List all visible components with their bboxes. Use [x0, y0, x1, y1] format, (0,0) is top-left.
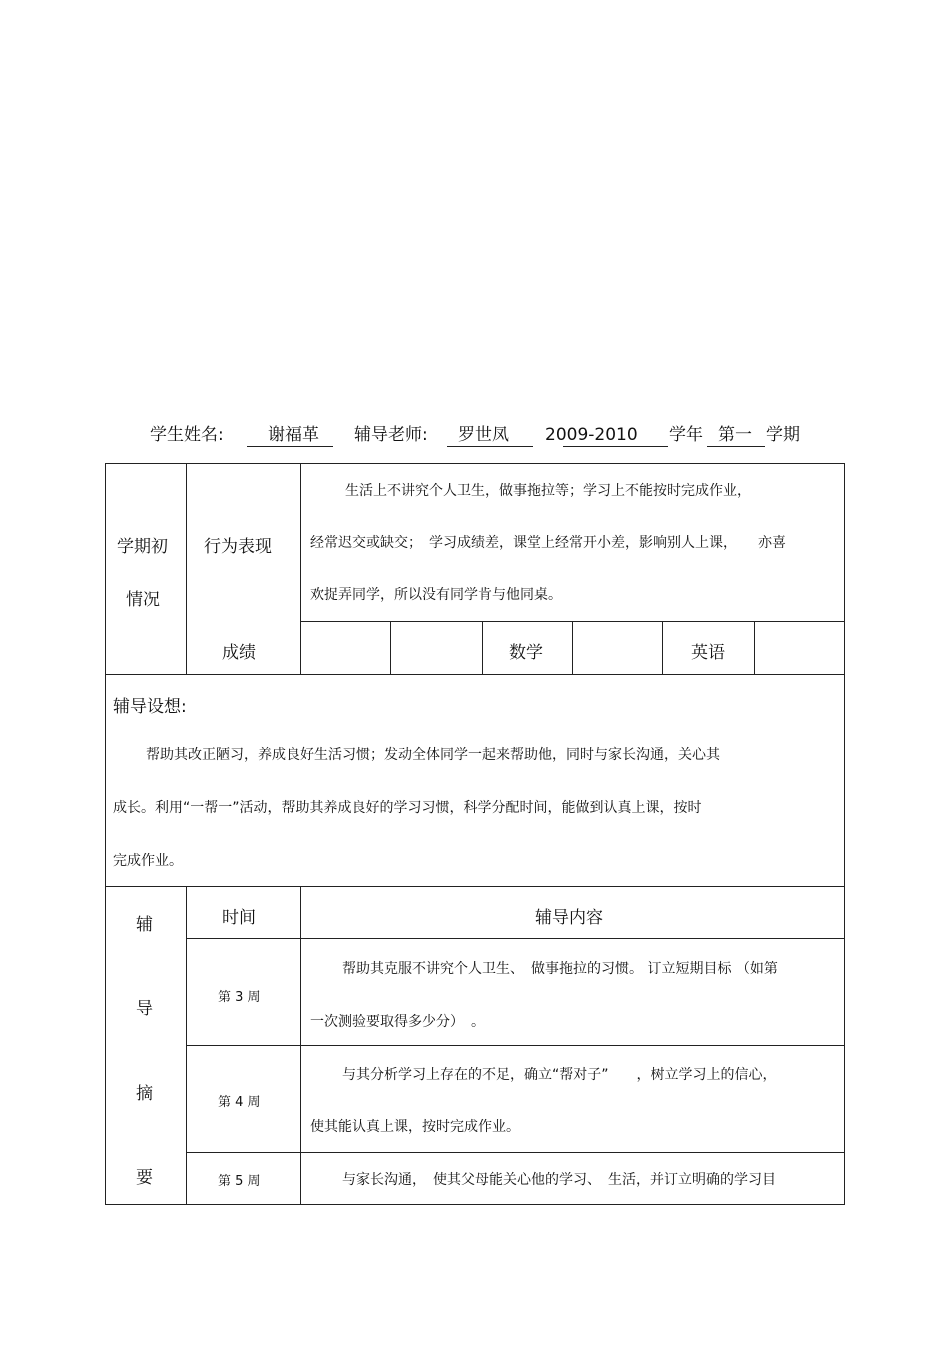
content-line: 使其能认真上课，按时完成作业。	[310, 1119, 520, 1135]
initial-label-line1: 学期初	[117, 537, 168, 557]
content-line: 帮助其克服不讲究个人卫生、 做事拖拉的习惯。 订立短期目标 （如第	[342, 961, 778, 977]
term-suffix: 学期	[766, 425, 800, 445]
table-border-top	[105, 463, 845, 464]
table-line	[662, 621, 663, 674]
table-line	[105, 674, 845, 675]
scores-label: 成绩	[222, 643, 256, 663]
behavior-line: 生活上不讲究个人卫生，做事拖拉等；学习上不能按时完成作业，	[345, 483, 751, 499]
student-name-label: 学生姓名:	[150, 425, 224, 445]
school-year-underline	[563, 446, 668, 447]
behavior-line: 欢捉弄同学，所以没有同学肯与他同桌。	[310, 587, 562, 603]
table-border-right	[844, 463, 845, 1204]
table-line	[300, 463, 301, 674]
table-line	[482, 621, 483, 674]
student-name-underline	[247, 446, 333, 447]
student-name-value: 谢福革	[268, 425, 319, 445]
teacher-name-label: 辅导老师:	[354, 425, 428, 445]
behavior-label: 行为表现	[204, 537, 272, 557]
table-line	[300, 886, 301, 1204]
plan-line: 完成作业。	[113, 853, 183, 869]
table-line	[186, 1152, 845, 1153]
table-line	[572, 621, 573, 674]
term-underline	[707, 446, 765, 447]
table-line	[186, 1045, 845, 1046]
week-label: 第 5 周	[218, 1174, 261, 1189]
summary-label-char: 导	[136, 999, 153, 1019]
table-line	[186, 463, 187, 674]
week-label: 第 4 周	[218, 1095, 261, 1110]
table-border-left	[105, 463, 106, 1204]
english-label: 英语	[691, 643, 725, 663]
behavior-line: 经常迟交或缺交； 学习成绩差，课堂上经常开小差，影响别人上课， 亦喜	[310, 535, 786, 551]
content-column-header: 辅导内容	[535, 908, 603, 928]
plan-line: 成长。利用“一帮一”活动，帮助其养成良好的学习习惯，科学分配时间，能做到认真上课，按时	[113, 800, 702, 816]
table-line	[186, 938, 845, 939]
table-line	[390, 621, 391, 674]
table-line	[186, 886, 187, 1204]
table-line	[105, 886, 845, 887]
initial-label-line2: 情况	[126, 590, 160, 610]
summary-label-char: 要	[136, 1168, 153, 1188]
teacher-name-underline	[447, 446, 533, 447]
time-column-header: 时间	[222, 908, 256, 928]
teacher-name-value: 罗世凤	[458, 425, 509, 445]
content-line: 与其分析学习上存在的不足，确立“帮对子” ，树立学习上的信心，	[342, 1067, 777, 1083]
plan-title: 辅导设想:	[113, 697, 187, 717]
term-value: 第一	[718, 425, 752, 445]
school-year-value: 2009-2010	[545, 425, 638, 445]
content-line: 与家长沟通， 使其父母能关心他的学习、 生活，并订立明确的学习目	[342, 1172, 776, 1188]
plan-line: 帮助其改正陋习，养成良好生活习惯；发动全体同学一起来帮助他，同时与家长沟通，关心其	[146, 747, 720, 763]
school-year-suffix: 学年	[669, 425, 703, 445]
table-line	[754, 621, 755, 674]
table-border-bottom	[105, 1204, 845, 1205]
summary-label-char: 摘	[136, 1084, 153, 1104]
content-line: 一次测验要取得多少分） 。	[310, 1014, 485, 1030]
math-label: 数学	[509, 643, 543, 663]
form-header	[0, 423, 950, 449]
summary-label-char: 辅	[136, 915, 153, 935]
week-label: 第 3 周	[218, 990, 261, 1005]
